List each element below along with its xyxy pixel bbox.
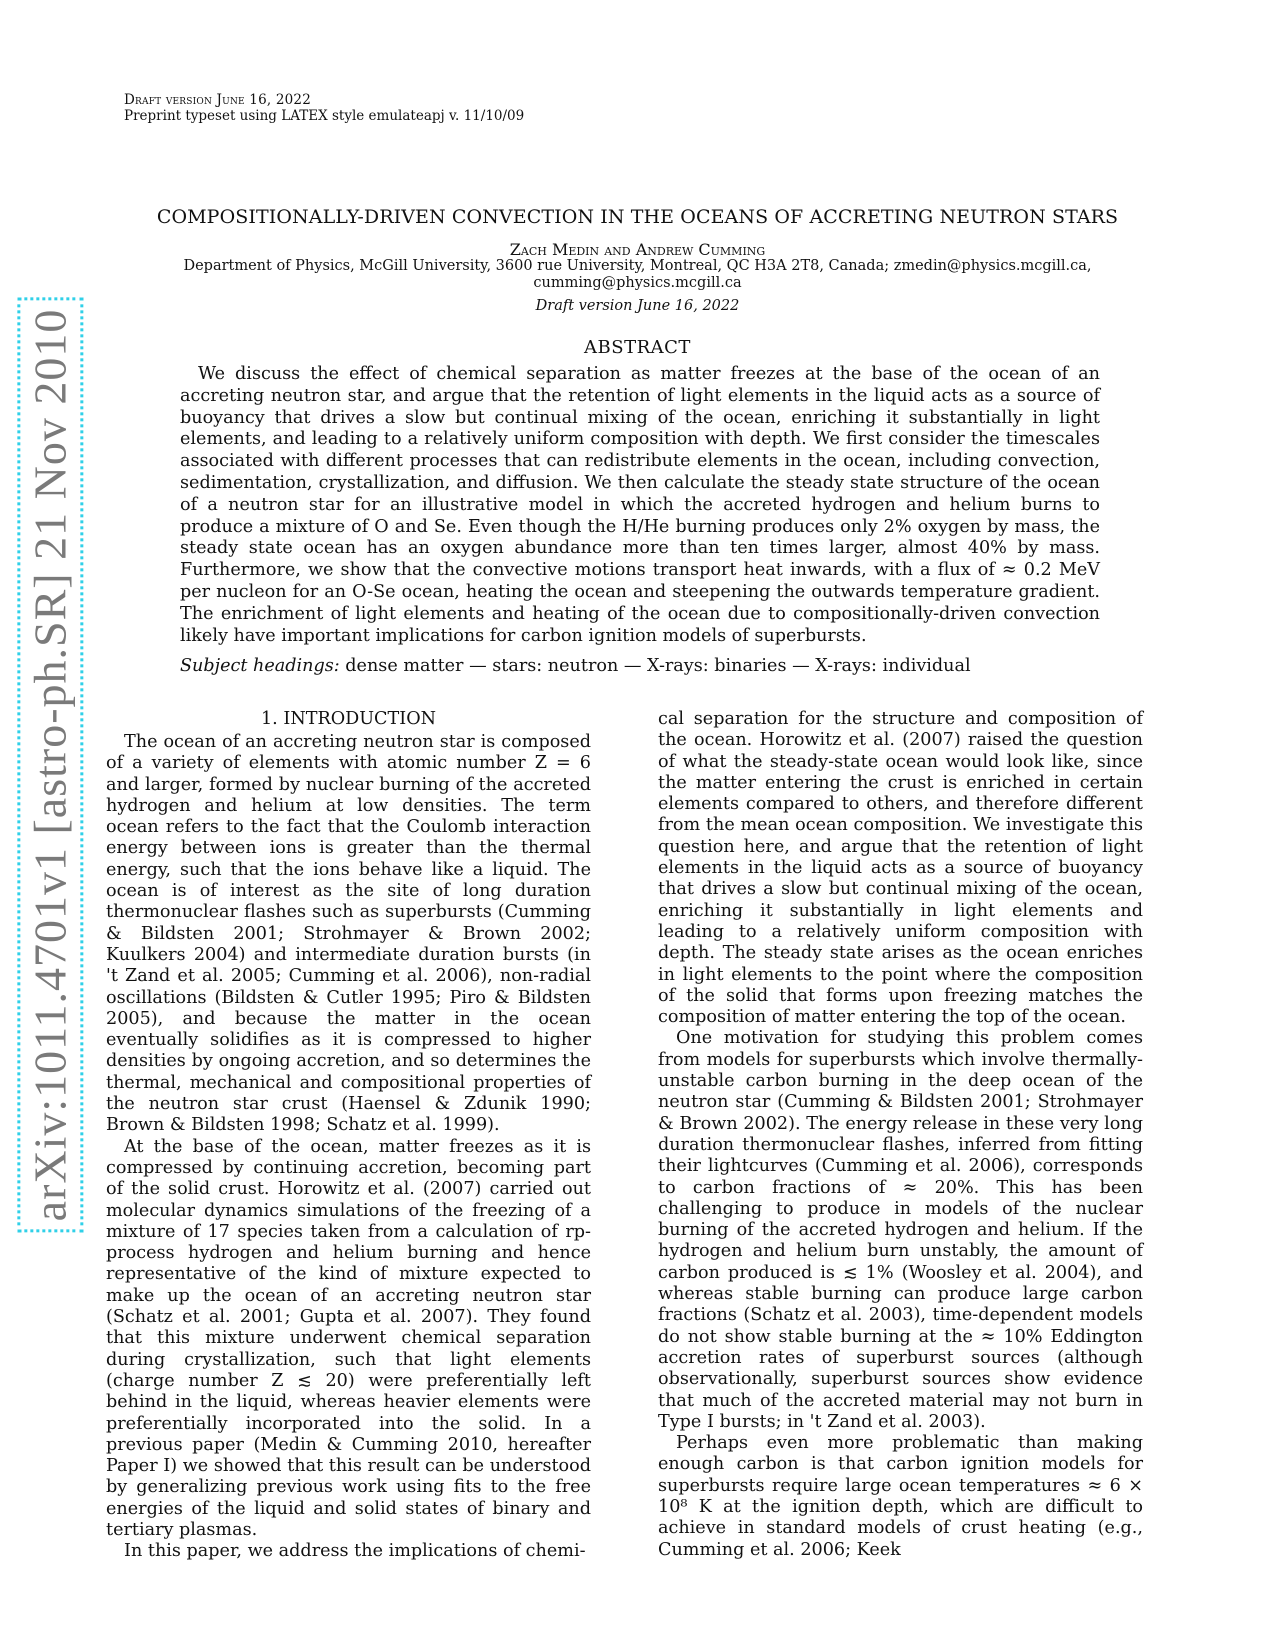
abstract-heading: ABSTRACT bbox=[584, 337, 691, 358]
paragraph: One motivation for studying this problem comes from models for superbursts which involve thermally-unstable carbon burning in the deep ocean of the neutron star (Cumming & Bildsten 2001; Strohmayer & Brown 2002). The energy release in these very long duration thermonuclear flashes, inferred from fitting their lightcurves (Cumming et al. 2006), corresponds to carbon fractions of ≈ 20%. This has been challenging to produce in models of the nuclear burning of the accreted hydrogen and helium. If the hydrogen and helium burn unstably, the amount of carbon produced is ≲ 1% (Woosley et al. 2004), and whereas stable burning can produce large carbon fractions (Schatz et al. 2003), time-dependent models do not show stable burning at the ≈ 10% Eddington accretion rates of superburst sources (although observationally, superburst sources show evidence that much of the accreted material may not burn in Type I bursts; in 't Zand et al. 2003). bbox=[658, 1028, 1143, 1432]
subject-headings-text: dense matter — stars: neutron — X-rays: binaries — X-rays: individual bbox=[345, 656, 971, 676]
paper-title: COMPOSITIONALLY-DRIVEN CONVECTION IN THE OCEANS OF ACCRETING NEUTRON STARS bbox=[156, 206, 1119, 228]
preprint-line: Preprint typeset using LATEX style emulateapj v. 11/10/09 bbox=[124, 108, 525, 124]
section-heading-introduction: 1. INTRODUCTION bbox=[260, 709, 437, 729]
paragraph: At the base of the ocean, matter freezes as it is compressed by continuing accretion, becoming part of the solid crust. Horowitz et al. (2007) carried out molecular dynamics simulations of the freezing of a mixture of 17 species taken from a calculation of rp-process hydrogen and helium burning and hence representative of the kind of mixture expected to make up the ocean of an accreting neutron star (Schatz et al. 2001; Gupta et al. 2007). They found that this mixture underwent chemical separation during crystallization, such that light elements (charge number Z ≲ 20) were preferentially left behind in the liquid, whereas heavier elements were preferentially incorporated into the solid. In a previous paper (Medin & Cumming 2010, hereafter Paper I) we showed that this result can be understood by generalizing previous work using fits to the free energies of the liquid and solid states of binary and tertiary plasmas. bbox=[106, 1136, 591, 1540]
subject-headings bbox=[180, 656, 1100, 676]
authors: Zach Medin and Andrew Cumming bbox=[509, 240, 766, 259]
abstract-text: We discuss the effect of chemical separation as matter freezes at the base of the ocean of an accreting neutron star, and argue that the retention of light elements in the liquid acts as a source of buoyancy that drives a slow but continual mixing of the ocean, enriching it substantially in light elements, and leading to a relatively uniform composition with depth. We first consider the timescales associated with different processes that can redistribute elements in the ocean, including convection, sedimentation, crystallization, and diffusion. We then calculate the steady state structure of the ocean of a neutron star for an illustrative model in which the accreted hydrogen and helium burns to produce a mixture of O and Se. Even though the H/He burning produces only 2% oxygen by mass, the steady state ocean has an oxygen abundance more than ten times larger, almost 40% by mass. Furthermore, we show that the convective motions transport heat inwards, with a flux of ≈ 0.2 MeV per nucleon for an O-Se ocean, heating the ocean and steepening the outwards temperature gradient. The enrichment of light elements and heating of the ocean due to compositionally-driven convection likely have important implications for carbon ignition models of superbursts. bbox=[180, 364, 1100, 646]
paragraph: The ocean of an accreting neutron star is composed of a variety of elements with atomic number Z = 6 and larger, formed by nuclear burning of the accreted hydrogen and helium at low densities. The term ocean refers to the fact that the Coulomb interaction energy between ions is greater than the thermal energy, such that the ions behave like a liquid. The ocean is of interest as the site of long duration thermonuclear flashes such as superbursts (Cumming & Bildsten 2001; Strohmayer & Brown 2002; Kuulkers 2004) and intermediate duration bursts (in 't Zand et al. 2005; Cumming et al. 2006), non-radial oscillations (Bildsten & Cutler 1995; Piro & Bildsten 2005), and because the matter in the ocean eventually solidifies as it is compressed to higher densities by ongoing accretion, and so determines the thermal, mechanical and compositional properties of the neutron star crust (Haensel & Zdunik 1990; Brown & Bildsten 1998; Schatz et al. 1999). bbox=[106, 732, 591, 1136]
arxiv-identifier[interactable]: arXiv:1011.4701v1 [astro-ph.SR] 21 Nov 2010 bbox=[17, 298, 83, 1233]
paragraph: cal separation for the structure and composition of the ocean. Horowitz et al. (2007) raised the question of what the steady-state ocean would look like, since the matter entering the crust is enriched in certain elements compared to others, and therefore different from the mean ocean composition. We investigate this question here, and argue that the retention of light elements in the liquid acts as a source of buoyancy that drives a slow but continual mixing of the ocean, enriching it substantially in light elements and leading to a relatively uniform composition with depth. The steady state arises as the ocean enriches in light elements to the point where the composition of the solid that forms upon freezing matches the composition of matter entering the top of the ocean. bbox=[658, 709, 1143, 1028]
paragraph: Perhaps even more problematic than making enough carbon is that carbon ignition models for superbursts require large ocean temperatures ≈ 6 × 10⁸ K at the ignition depth, which are difficult to achieve in standard models of crust heating (e.g., Cumming et al. 2006; Keek bbox=[658, 1433, 1143, 1560]
paragraph: In this paper, we address the implications of chemi- bbox=[124, 1541, 586, 1562]
running-header bbox=[124, 92, 524, 124]
subject-headings-label: Subject headings: bbox=[180, 656, 340, 676]
arxiv-stamp bbox=[10, 308, 90, 1222]
left-column bbox=[106, 732, 591, 1563]
draft-version-line: Draft version June 16, 2022 bbox=[124, 92, 311, 108]
right-column bbox=[658, 709, 1143, 1561]
affiliation: Department of Physics, McGill University, 3600 rue University, Montreal, QC H3A 2T8, Canada; zmedin@physics.mcgill.ca, cumming@physics.mcgill.ca bbox=[183, 258, 1092, 291]
dateline: Draft version June 16, 2022 bbox=[535, 298, 740, 314]
